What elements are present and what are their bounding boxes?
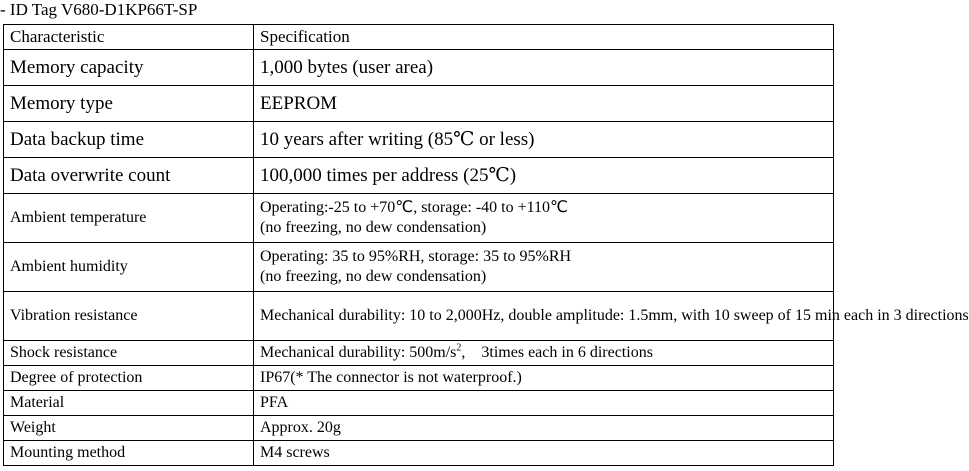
specification-cell: IP67(* The connector is not waterproof.)	[254, 366, 834, 391]
characteristic-cell: Material	[4, 391, 254, 416]
characteristic-cell: Shock resistance	[4, 341, 254, 366]
characteristic-cell: Data overwrite count	[4, 158, 254, 194]
specification-cell: 10 years after writing (85℃ or less)	[254, 122, 834, 158]
specification-cell	[254, 341, 834, 366]
spec-line: (no freezing, no dew condensation)	[260, 268, 487, 285]
table-row	[4, 194, 834, 243]
specification-cell: PFA	[254, 391, 834, 416]
superscript: 2	[456, 342, 462, 354]
header-specification: Specification	[254, 25, 834, 50]
specification-cell: M4 screws	[254, 441, 834, 466]
spec-line: (no freezing, no dew condensation)	[260, 219, 487, 236]
table-row	[4, 292, 834, 341]
characteristic-cell: Memory type	[4, 86, 254, 122]
spec-text: , storage: -40 to +110	[413, 199, 551, 216]
table-row	[4, 366, 834, 391]
characteristic-cell: Degree of protection	[4, 366, 254, 391]
specification-cell: Mechanical durability: 10 to 2,000Hz, double amplitude: 1.5mm, with 10 sweep of 15 min each in 3 directions	[254, 292, 834, 341]
characteristic-cell: Data backup time	[4, 122, 254, 158]
characteristic-cell: Memory capacity	[4, 50, 254, 86]
characteristic-cell: Weight	[4, 416, 254, 441]
characteristic-cell: Mounting method	[4, 441, 254, 466]
table-row	[4, 391, 834, 416]
celsius-unit: ℃	[550, 199, 569, 216]
table-header-row	[4, 25, 834, 50]
table-row	[4, 50, 834, 86]
characteristic-cell: Ambient temperature	[4, 194, 254, 243]
table-row	[4, 86, 834, 122]
table-row	[4, 158, 834, 194]
characteristic-cell: Ambient humidity	[4, 243, 254, 292]
specification-cell: EEPROM	[254, 86, 834, 122]
table-row	[4, 341, 834, 366]
specification-cell: 100,000 times per address (25℃)	[254, 158, 834, 194]
celsius-unit: ℃	[395, 199, 414, 216]
spec-line: Operating: 35 to 95%RH, storage: 35 to 95%RH	[260, 248, 572, 265]
table-row	[4, 122, 834, 158]
specification-cell	[254, 194, 834, 243]
specification-cell: 1,000 bytes (user area)	[254, 50, 834, 86]
characteristic-cell: Vibration resistance	[4, 292, 254, 341]
spec-text: Operating:-25 to +70	[260, 199, 396, 216]
spec-text: , 3times each in 6 directions	[461, 344, 653, 361]
spec-text: Mechanical durability: 500m/s	[260, 344, 457, 361]
table-row	[4, 416, 834, 441]
spec-line	[260, 198, 833, 218]
document-heading: - ID Tag V680-D1KP66T-SP	[0, 0, 198, 19]
spec-table	[3, 24, 969, 466]
header-characteristic: Characteristic	[4, 25, 254, 50]
specification-cell: Approx. 20g	[254, 416, 834, 441]
specification-cell	[254, 243, 834, 292]
table-row	[4, 441, 834, 466]
table-row	[4, 243, 834, 292]
